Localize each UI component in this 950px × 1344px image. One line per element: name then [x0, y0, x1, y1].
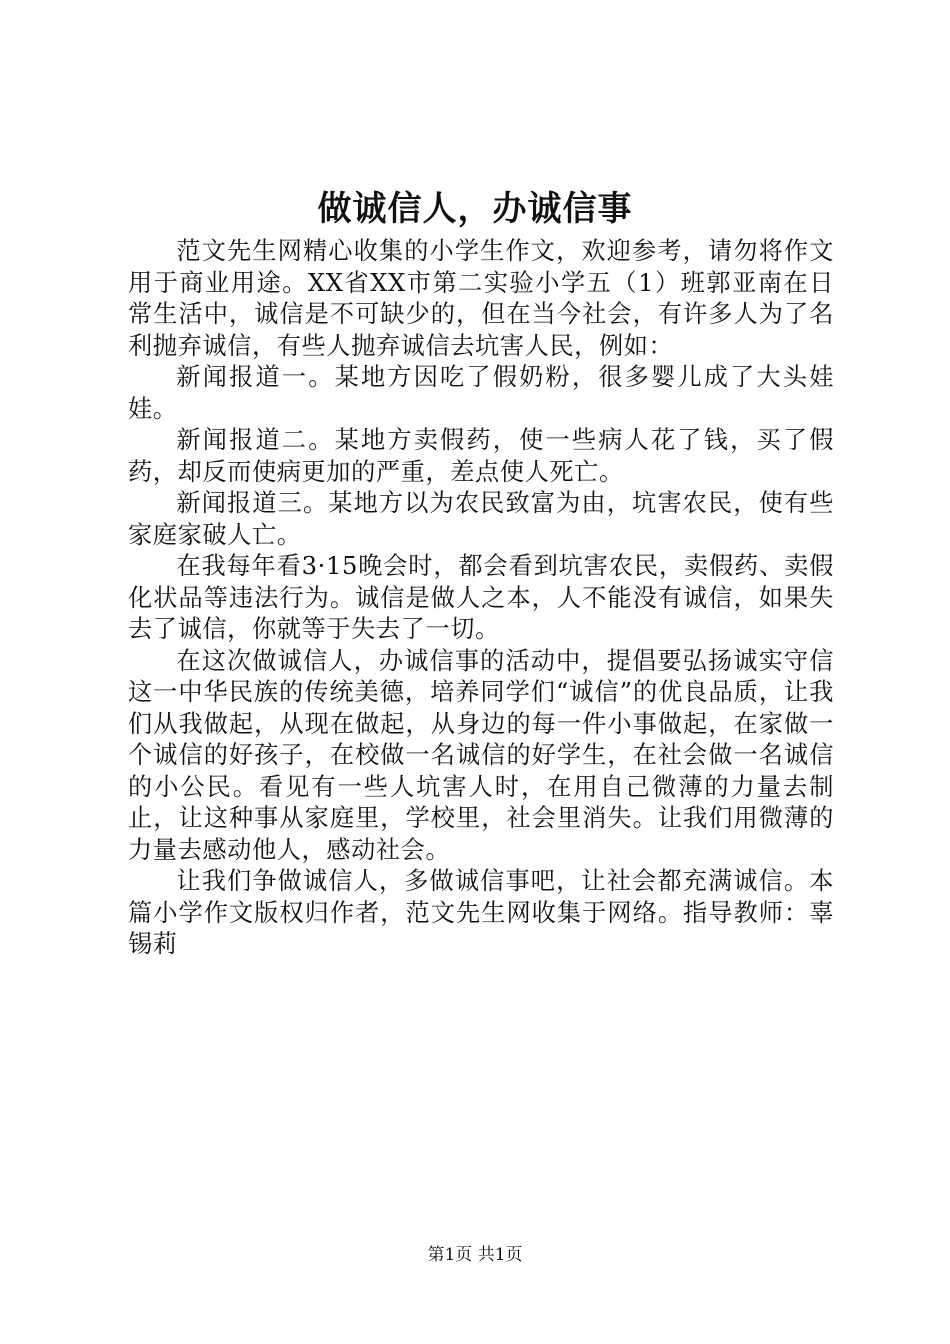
document-body	[128, 236, 834, 961]
page-number-footer: 第1页 共1页	[427, 1245, 523, 1265]
paragraph-news-2: 新闻报道二。某地方卖假药，使一些病人花了钱，买了假药，却反而使病更加的严重，差点使人死亡。	[128, 426, 834, 486]
paragraph-315: 在我每年看3·15晚会时，都会看到坑害农民，卖假药、卖假化状品等违法行为。诚信是做人之本，人不能没有诚信，如果失去了诚信，你就等于失去了一切。	[128, 552, 834, 643]
document-title: 做诚信人，办诚信事	[317, 189, 633, 229]
paragraph-intro: 范文先生网精心收集的小学生作文，欢迎参考，请勿将作文用于商业用途。XX省XX市第二实验小学五（1）班郭亚南在日常生活中，诚信是不可缺少的，但在当今社会，有许多人为了名利抛弃诚信，有些人抛弃诚信去坑害人民，例如：	[128, 237, 834, 360]
paragraph-activity: 在这次做诚信人，办诚信事的活动中，提倡要弘扬诚实守信这一中华民族的传统美德，培养同学们“诚信”的优良品质，让我们从我做起，从现在做起，从身边的每一件小事做起，在家做一个诚信的好孩子，在校做一名诚信的好学生，在社会做一名诚信的小公民。看见有一些人坑害人时，在用自己微薄的力量去制止，让这种事从家庭里，学校里，社会里消失。让我们用微薄的力量去感动他人，感动社会。	[128, 646, 834, 864]
paragraph-closing: 让我们争做诚信人，多做诚信事吧，让社会都充满诚信。本篇小学作文版权归作者，范文先生网收集于网络。指导教师：辜锡莉	[128, 867, 834, 958]
paragraph-news-1: 新闻报道一。某地方因吃了假奶粉，很多婴儿成了大头娃娃。	[128, 363, 834, 423]
paragraph-news-3: 新闻报道三。某地方以为农民致富为由，坑害农民，使有些家庭家破人亡。	[128, 489, 834, 549]
